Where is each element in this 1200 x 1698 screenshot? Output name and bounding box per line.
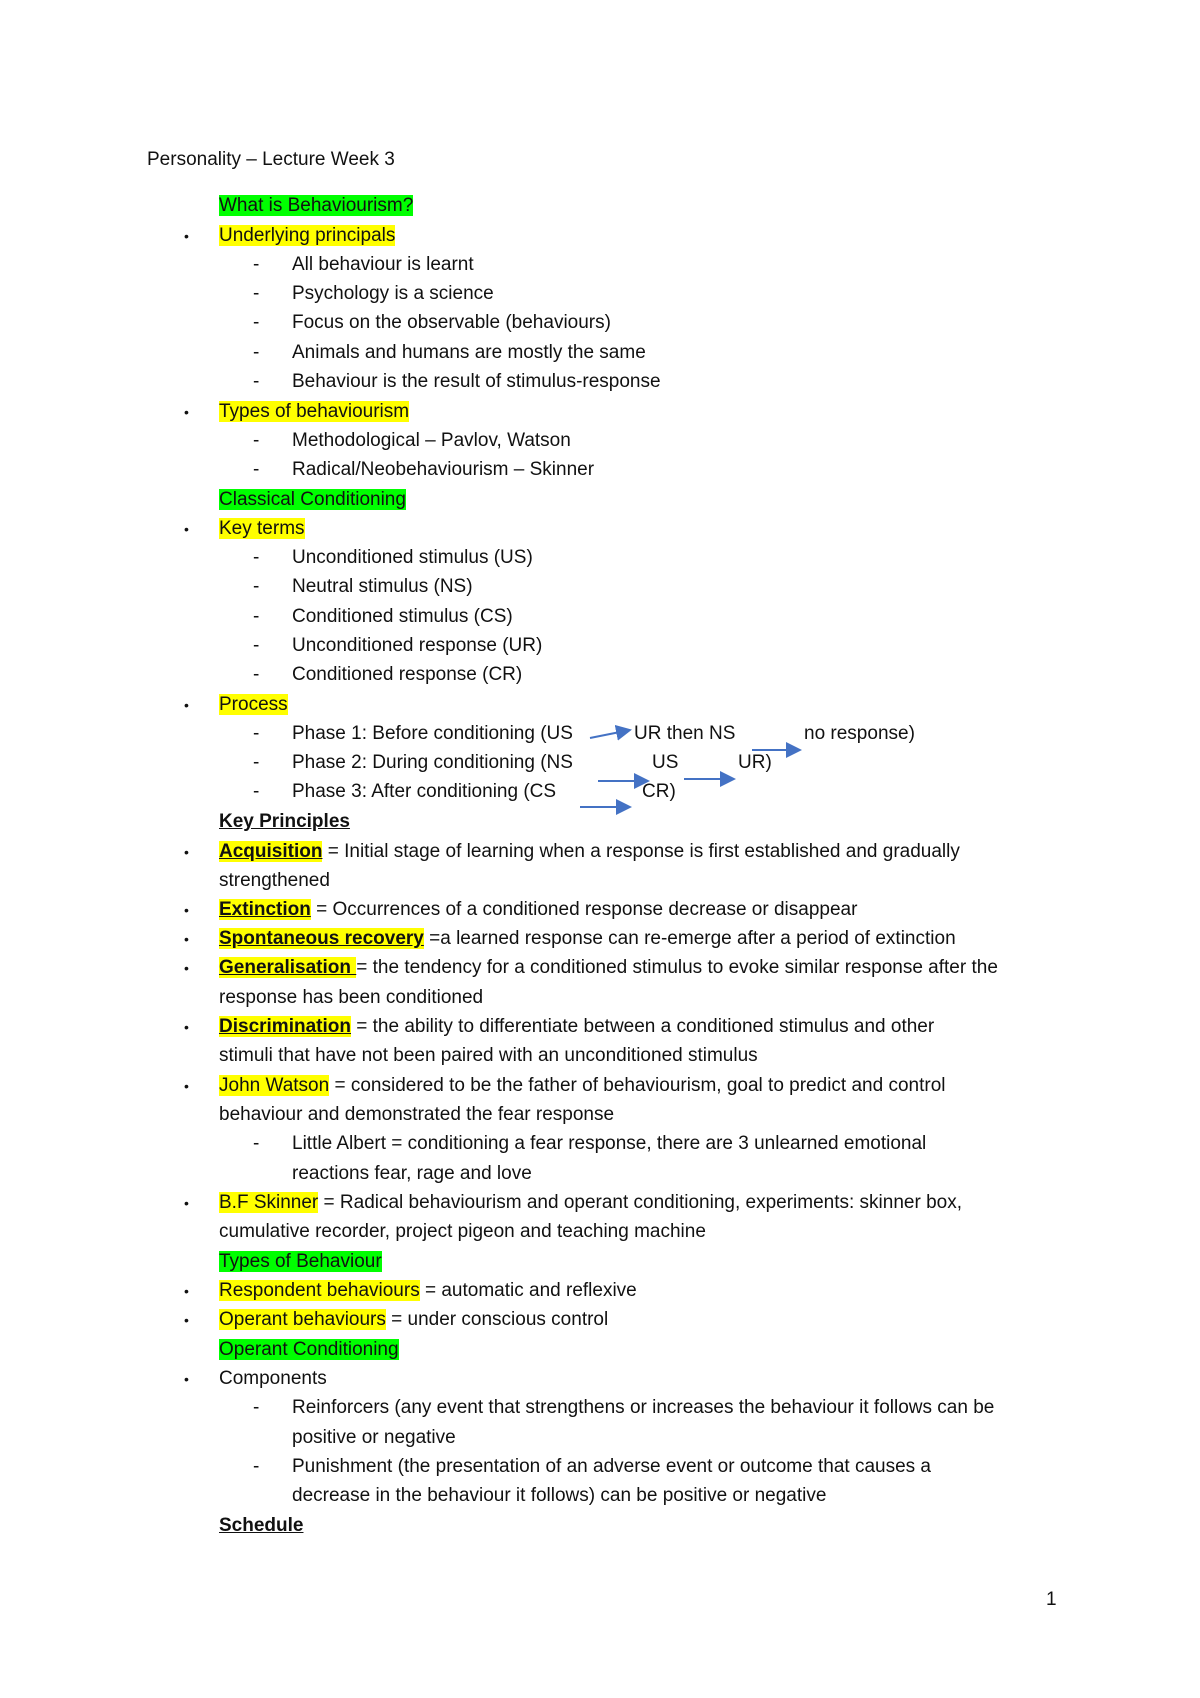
- phase1-text-a: Phase 1: Before conditioning (US: [292, 723, 573, 744]
- bullet-icon: •: [184, 1019, 189, 1035]
- bullet-icon: •: [184, 1078, 189, 1094]
- list-item: Animals and humans are mostly the same: [292, 342, 646, 363]
- dash-icon: -: [253, 723, 260, 744]
- list-item: Neutral stimulus (NS): [292, 576, 473, 597]
- definition-respondent: = automatic and reflexive: [419, 1280, 637, 1301]
- list-item: Unconditioned response (UR): [292, 635, 543, 656]
- list-item: Radical/Neobehaviourism – Skinner: [292, 459, 595, 480]
- phase1-text-c: no response): [804, 723, 915, 744]
- definition-discrimination-cont: stimuli that have not been paired with an unconditioned stimulus: [219, 1045, 758, 1066]
- term-bf-skinner: B.F Skinner: [219, 1192, 319, 1213]
- definition-generalisation: = the tendency for a conditioned stimulus to evoke similar response after the: [356, 957, 998, 978]
- term-extinction: Extinction: [219, 899, 311, 920]
- dash-icon: -: [253, 1133, 260, 1154]
- dash-icon: -: [253, 576, 260, 597]
- term-spontaneous-recovery: Spontaneous recovery: [219, 928, 424, 949]
- bullet-icon: •: [184, 404, 189, 420]
- definition-discrimination: = the ability to differentiate between a conditioned stimulus and other: [350, 1016, 935, 1037]
- definition-acquisition: = Initial stage of learning when a response is first established and gradually: [322, 841, 960, 862]
- bullet-icon: •: [184, 844, 189, 860]
- little-albert-text: Little Albert = conditioning a fear response, there are 3 unlearned emotional: [292, 1133, 927, 1154]
- little-albert-text-cont: reactions fear, rage and love: [292, 1163, 532, 1184]
- punishment-text-cont: decrease in the behaviour it follows) can be positive or negative: [292, 1485, 827, 1506]
- dash-icon: -: [253, 371, 260, 392]
- label-types: Types of behaviourism: [219, 401, 410, 422]
- section-heading-key-principles: Key Principles: [219, 811, 350, 832]
- punishment-text: Punishment (the presentation of an adverse event or outcome that causes a: [292, 1456, 931, 1477]
- label-key-terms: Key terms: [219, 518, 305, 539]
- definition-spontaneous-recovery: =a learned response can re-emerge after a period of extinction: [423, 928, 956, 949]
- list-item: All behaviour is learnt: [292, 254, 474, 275]
- section-heading-operant: Operant Conditioning: [219, 1339, 399, 1360]
- list-item: Behaviour is the result of stimulus-response: [292, 371, 661, 392]
- bullet-icon: •: [184, 1312, 189, 1328]
- list-item: Unconditioned stimulus (US): [292, 547, 533, 568]
- section-heading-types-behaviour: Types of Behaviour: [219, 1251, 382, 1272]
- term-generalisation: Generalisation: [219, 957, 357, 978]
- term-discrimination: Discrimination: [219, 1016, 351, 1037]
- bullet-icon: •: [184, 902, 189, 918]
- bullet-icon: •: [184, 1283, 189, 1299]
- definition-operant: = under conscious control: [385, 1309, 609, 1330]
- definition-acquisition-cont: strengthened: [219, 870, 330, 891]
- bullet-icon: •: [184, 1195, 189, 1211]
- dash-icon: -: [253, 781, 260, 802]
- list-item: Methodological – Pavlov, Watson: [292, 430, 571, 451]
- dash-icon: -: [253, 430, 260, 451]
- definition-generalisation-cont: response has been conditioned: [219, 987, 484, 1008]
- section-heading-what: What is Behaviourism?: [219, 195, 414, 216]
- list-item: Psychology is a science: [292, 283, 494, 304]
- phase2-text-a: Phase 2: During conditioning (NS: [292, 752, 573, 773]
- section-heading-classical: Classical Conditioning: [219, 489, 406, 510]
- phase3-text-a: Phase 3: After conditioning (CS: [292, 781, 557, 802]
- phase1-text-b: UR then NS: [634, 723, 736, 744]
- phase3-text-b: CR): [642, 781, 676, 802]
- bullet-icon: •: [184, 521, 189, 537]
- definition-john-watson-cont: behaviour and demonstrated the fear response: [219, 1104, 615, 1125]
- label-components: Components: [219, 1368, 327, 1389]
- definition-extinction: = Occurrences of a conditioned response decrease or disappear: [310, 899, 858, 920]
- dash-icon: -: [253, 1456, 260, 1477]
- term-acquisition: Acquisition: [219, 841, 323, 862]
- list-item: Conditioned stimulus (CS): [292, 606, 513, 627]
- term-respondent: Respondent behaviours: [219, 1280, 420, 1301]
- bullet-icon: •: [184, 931, 189, 947]
- definition-john-watson: = considered to be the father of behaviourism, goal to predict and control: [329, 1075, 946, 1096]
- bullet-icon: •: [184, 960, 189, 976]
- arrow-icon: [590, 730, 630, 738]
- definition-bf-skinner: = Radical behaviourism and operant conditioning, experiments: skinner box,: [318, 1192, 962, 1213]
- dash-icon: -: [253, 1397, 260, 1418]
- dash-icon: -: [253, 547, 260, 568]
- definition-bf-skinner-cont: cumulative recorder, project pigeon and teaching machine: [219, 1221, 706, 1242]
- term-operant: Operant behaviours: [219, 1309, 386, 1330]
- dash-icon: -: [253, 664, 260, 685]
- list-item: Focus on the observable (behaviours): [292, 312, 611, 333]
- page-number: 1: [1046, 1589, 1057, 1610]
- dash-icon: -: [253, 606, 260, 627]
- label-underlying: Underlying principals: [219, 225, 396, 246]
- list-item: Conditioned response (CR): [292, 664, 523, 685]
- reinforcers-text-cont: positive or negative: [292, 1427, 456, 1448]
- dash-icon: -: [253, 635, 260, 656]
- bullet-icon: •: [184, 228, 189, 244]
- term-john-watson: John Watson: [219, 1075, 330, 1096]
- phase2-text-c: UR): [738, 752, 772, 773]
- dash-icon: -: [253, 752, 260, 773]
- dash-icon: -: [253, 342, 260, 363]
- dash-icon: -: [253, 283, 260, 304]
- reinforcers-text: Reinforcers (any event that strengthens or increases the behaviour it follows can be: [292, 1397, 995, 1418]
- label-process: Process: [219, 694, 288, 715]
- bullet-icon: •: [184, 1371, 189, 1387]
- phase2-text-b: US: [652, 752, 679, 773]
- dash-icon: -: [253, 254, 260, 275]
- bullet-icon: •: [184, 697, 189, 713]
- section-heading-schedule: Schedule: [219, 1515, 304, 1536]
- dash-icon: -: [253, 459, 260, 480]
- dash-icon: -: [253, 312, 260, 333]
- page-title: Personality – Lecture Week 3: [147, 149, 395, 170]
